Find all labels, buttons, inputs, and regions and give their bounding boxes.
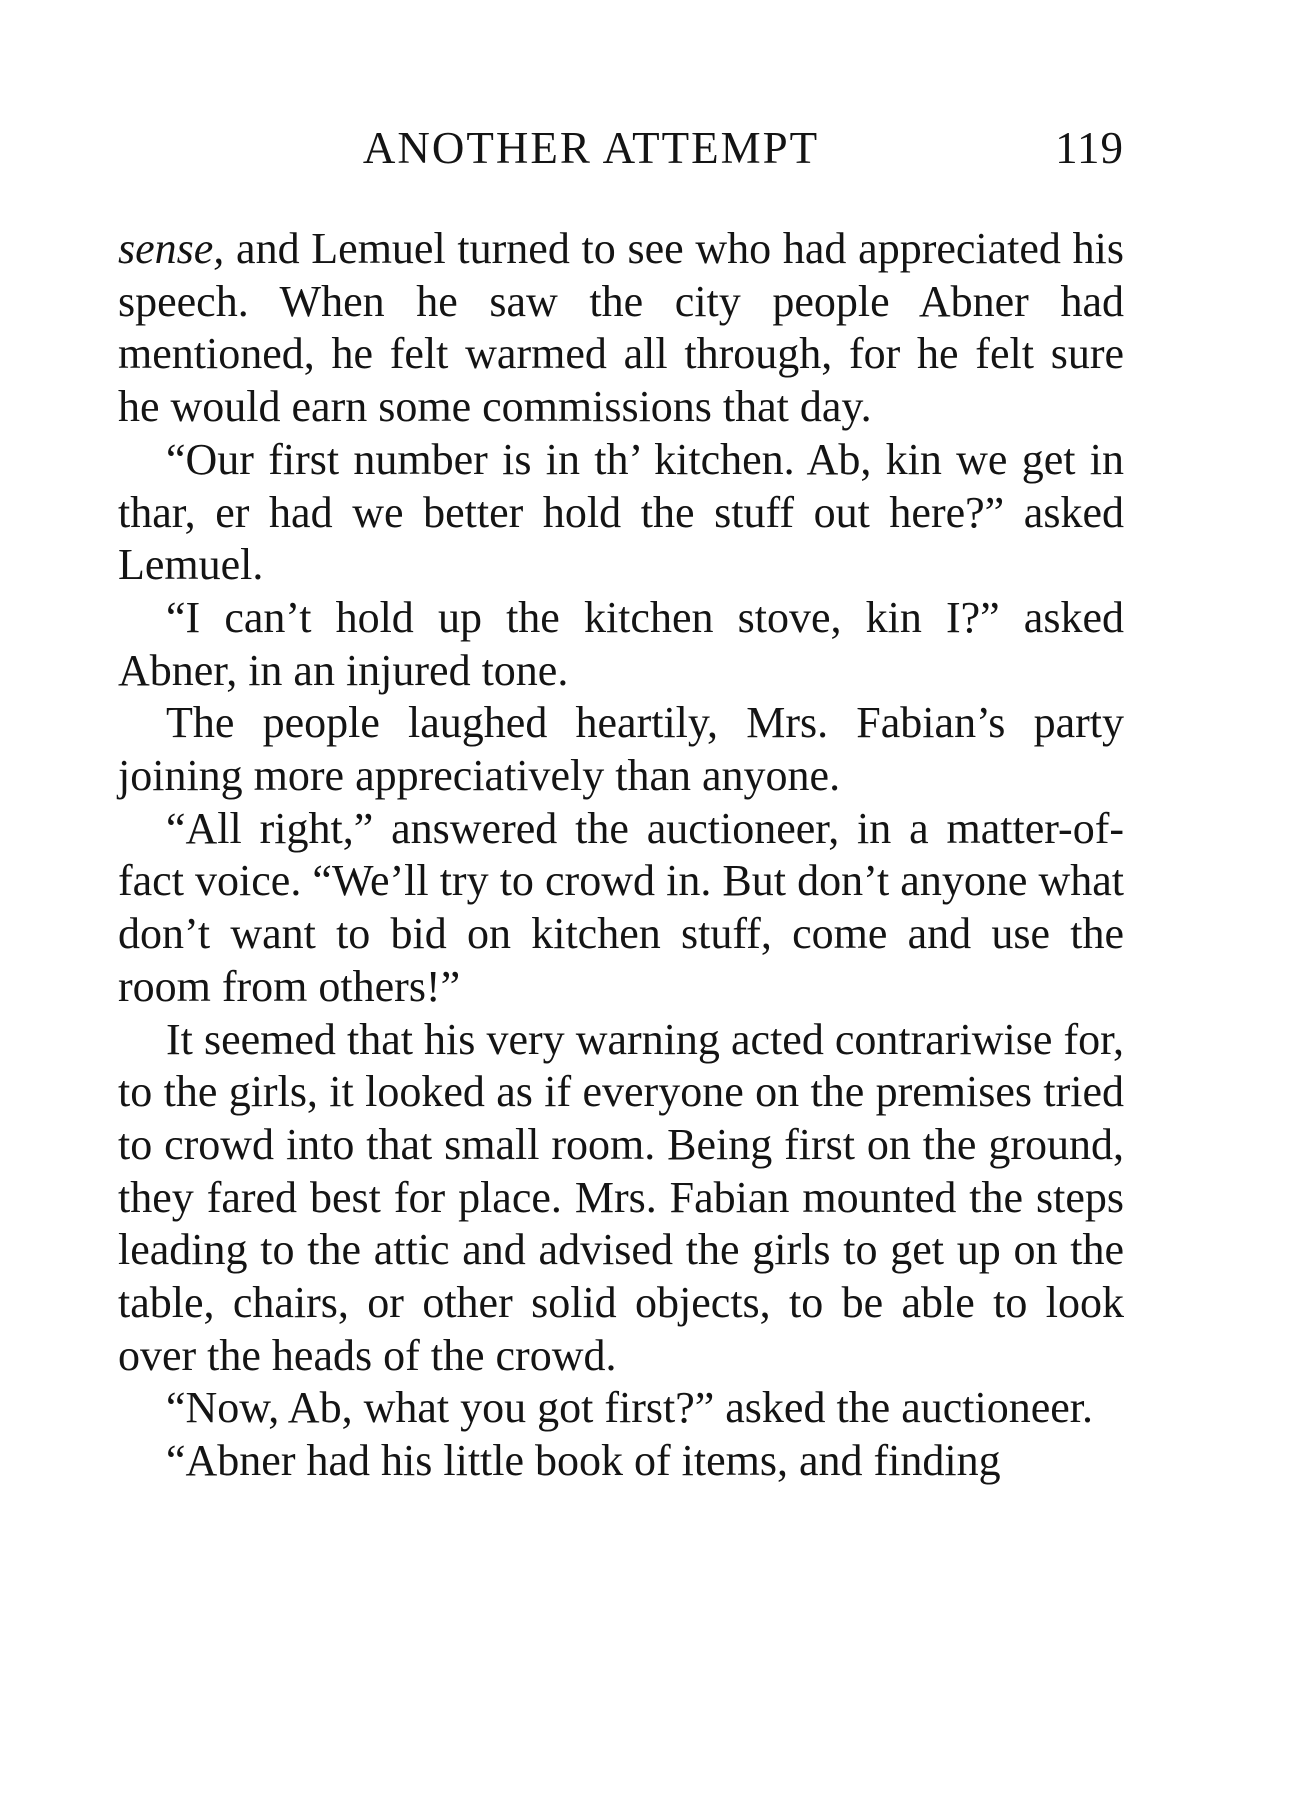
paragraph-5: “All right,” answered the auctioneer, in a matter-of-fact voice. “We’ll try to crowd in. But don’t anyone what don’t want to bid on kitchen stuff, come and use the room from others!” <box>118 803 1124 1011</box>
italic-lead-word: sense, <box>118 224 225 273</box>
paragraph-2: “Our first number is in th’ kitchen. Ab, kin we get in thar, er had we better hold the stuff out here?” asked Lemuel. <box>118 434 1124 590</box>
paragraph-8: “Abner had his little book of items, and finding <box>166 1436 1001 1486</box>
paragraph-1 <box>118 223 1124 434</box>
paragraph-3: “I can’t hold up the kitchen stove, kin I?” asked Abner, in an injured tone. <box>118 592 1124 695</box>
paragraph-1-text: and Lemuel turned to see who had appreciated his speech. When he saw the city people Abner had mentioned, he felt warmed all through, for he felt sure he would earn some commissions that day. <box>118 224 1124 432</box>
paragraph-7: “Now, Ab, what you got first?” asked the auctioneer. <box>166 1383 1093 1433</box>
paragraph-6: It seemed that his very warning acted contrariwise for, to the girls, it looked as if everyone on the premises tried to crowd into that small room. Being first on the ground, they fared best for place. Mrs. Fabian mounted the steps leading to the attic and advised the girls to get up on the table, chairs, or other solid objects, to be able to look over the heads of the crowd. <box>118 1014 1124 1380</box>
page-number: 119 <box>1055 123 1124 173</box>
body-text <box>118 223 1124 1488</box>
running-title: ANOTHER ATTEMPT <box>362 123 820 173</box>
running-head <box>118 118 1124 178</box>
paragraph-4: The people laughed heartily, Mrs. Fabian’s party joining more appreciatively than anyone. <box>118 698 1124 801</box>
